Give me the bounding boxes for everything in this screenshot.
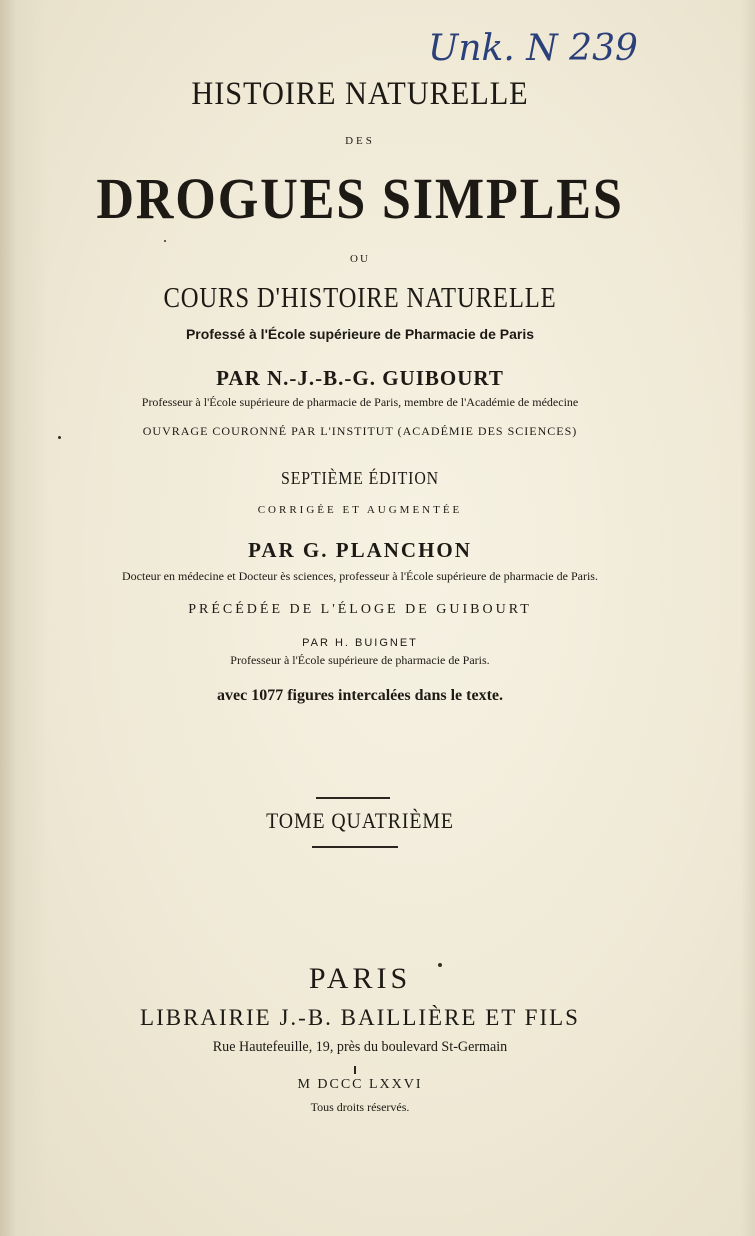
editor-credentials: Docteur en médecine et Docteur ès sciences, professeur à l'École supérieure de pharmacie de Paris. (122, 569, 598, 583)
imprint-year: M DCCC LXXVI (297, 1077, 423, 1092)
volume-rule-bottom (312, 846, 398, 848)
ink-fleck (438, 963, 442, 967)
volume-rule-top (316, 797, 390, 799)
imprint-rights: Tous droits réservés. (310, 1100, 410, 1114)
imprint-city: PARIS (308, 962, 412, 995)
award-note: OUVRAGE COURONNÉ PAR L'INSTITUT (ACADÉMIE DES SCIENCES) (142, 424, 578, 438)
title-line-1: HISTOIRE NATURELLE (191, 76, 529, 112)
ink-fleck (58, 436, 61, 439)
imprint-publisher: LIBRAIRIE J.-B. BAILLIÈRE ET FILS (140, 1005, 580, 1030)
title-connector-ou: OU (350, 253, 370, 265)
author-byline: PAR N.-J.-B.-G. GUIBOURT (216, 366, 504, 390)
volume-label: TOME QUATRIÈME (266, 808, 454, 833)
subtitle: COURS D'HISTOIRE NATURELLE (163, 282, 557, 314)
main-title: DROGUES SIMPLES (96, 166, 624, 231)
title-connector-des: DES (345, 135, 375, 147)
eloge-byline: PAR H. BUIGNET (302, 637, 418, 649)
ink-fleck (164, 240, 166, 242)
handwritten-shelfmark (424, 16, 664, 76)
editor-byline: PAR G. PLANCHON (248, 538, 472, 562)
imprint-address: Rue Hautefeuille, 19, près du boulevard St-Germain (212, 1039, 508, 1055)
eloge-title: PRÉCÉDÉE DE L'ÉLOGE DE GUIBOURT (188, 602, 532, 617)
edition-note: CORRIGÉE ET AUGMENTÉE (257, 504, 463, 516)
author-credentials: Professeur à l'École supérieure de pharmacie de Paris, membre de l'Académie de médecine (141, 395, 579, 409)
imprint-divider (354, 1066, 358, 1074)
page-edge-shadow (741, 0, 755, 1236)
handwritten-shelfmark-text: Unk. N 239 (428, 28, 638, 69)
eloge-credentials: Professeur à l'École supérieure de pharmacie de Paris. (230, 653, 490, 667)
subtitle-institution: Professé à l'École supérieure de Pharmacie de Paris (185, 326, 535, 342)
figures-note: avec 1077 figures intercalées dans le texte. (216, 687, 503, 704)
edition-label: SEPTIÈME ÉDITION (281, 468, 439, 488)
